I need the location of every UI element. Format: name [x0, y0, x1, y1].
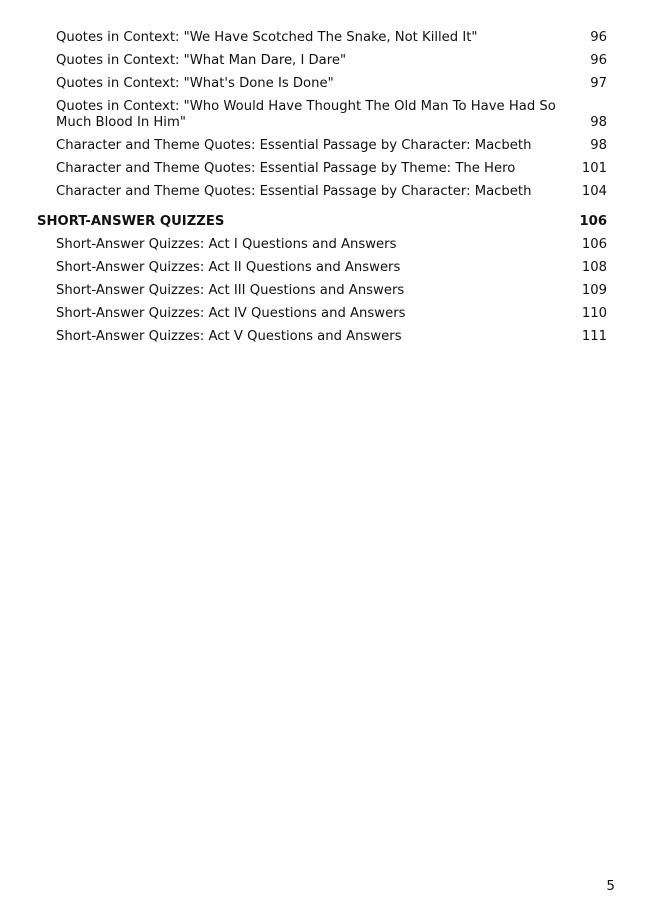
toc-entry-title: Character and Theme Quotes: Essential Passage by Character: Macbeth [56, 184, 532, 199]
toc-entry-page: 98 [590, 115, 607, 130]
toc-entry[interactable] [0, 138, 645, 154]
toc-entry-title: Quotes in Context: "Who Would Have Thought The Old Man To Have Had So Much Blood In Him" [56, 99, 556, 130]
toc-entry-title: Quotes in Context: "What's Done Is Done" [56, 76, 334, 91]
toc-entry-page: 111 [581, 329, 607, 344]
toc-entry-page: 110 [581, 306, 607, 321]
toc-section-page: 106 [579, 214, 607, 229]
toc-entry-page: 96 [590, 53, 607, 68]
toc-entry[interactable] [0, 237, 645, 253]
toc-entry-title: Short-Answer Quizzes: Act II Questions and Answers [56, 260, 401, 275]
toc-entry-title: Short-Answer Quizzes: Act V Questions and Answers [56, 329, 402, 344]
table-of-contents [0, 30, 645, 352]
toc-entry[interactable] [0, 161, 645, 177]
toc-entry-title: Short-Answer Quizzes: Act IV Questions and Answers [56, 306, 406, 321]
toc-entry[interactable] [0, 283, 645, 299]
toc-entry[interactable] [0, 30, 645, 46]
toc-entry[interactable] [0, 306, 645, 322]
toc-entry[interactable] [0, 184, 645, 200]
toc-entry-title: Character and Theme Quotes: Essential Passage by Theme: The Hero [56, 161, 516, 176]
toc-entry-page: 96 [590, 30, 607, 45]
toc-entry-page: 97 [590, 76, 607, 91]
toc-section-heading[interactable] [0, 214, 645, 230]
toc-entry-title: Quotes in Context: "We Have Scotched The Snake, Not Killed It" [56, 30, 478, 45]
toc-entry[interactable] [0, 53, 645, 69]
toc-entry-page: 101 [581, 161, 607, 176]
toc-entry[interactable] [0, 99, 645, 131]
toc-section-title: SHORT-ANSWER QUIZZES [37, 214, 225, 229]
toc-entry[interactable] [0, 260, 645, 276]
toc-entry-page: 104 [581, 184, 607, 199]
toc-entry-page: 106 [581, 237, 607, 252]
toc-entry-title: Character and Theme Quotes: Essential Passage by Character: Macbeth [56, 138, 532, 153]
toc-entry-title: Short-Answer Quizzes: Act I Questions and Answers [56, 237, 397, 252]
toc-entry-page: 108 [581, 260, 607, 275]
toc-entry-page: 109 [581, 283, 607, 298]
toc-entry[interactable] [0, 76, 645, 92]
page-number: 5 [606, 878, 615, 894]
toc-entry[interactable] [0, 329, 645, 345]
toc-entry-page: 98 [590, 138, 607, 153]
toc-entry-title: Short-Answer Quizzes: Act III Questions and Answers [56, 283, 405, 298]
toc-entry-title: Quotes in Context: "What Man Dare, I Dare" [56, 53, 347, 68]
